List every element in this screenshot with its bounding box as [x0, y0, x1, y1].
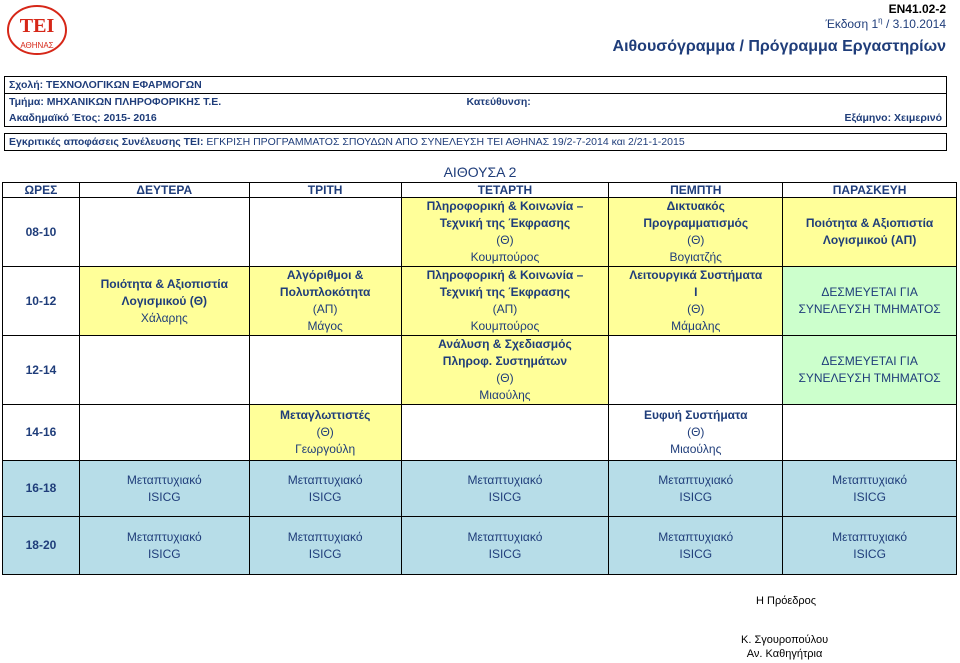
reserved-text: ΣΥΝΕΛΕΥΣΗ ΤΜΗΜΑΤΟΣ	[798, 302, 941, 316]
reserved-text: ΔΕΣΜΕΥΕΤΑΙ ΓΙΑ	[821, 354, 918, 368]
department-text: Τμήμα: ΜΗΧΑΝΙΚΩΝ ΠΛΗΡΟΦΟΡΙΚΗΣ Τ.Ε.	[9, 96, 222, 108]
empty-cell	[401, 405, 609, 461]
course-title: Αλγόριθμοι &	[286, 268, 364, 282]
edition-sup: η	[878, 16, 883, 25]
col-header-wednesday: ΤΕΤΑΡΤΗ	[401, 183, 609, 198]
course-title: Δικτυακός	[666, 199, 725, 213]
signature-title: Αν. Καθηγήτρια	[746, 648, 823, 660]
room-title: ΑΙΘΟΥΣΑ 2	[443, 164, 517, 180]
course-type: (Θ)	[687, 233, 705, 247]
course-cell	[783, 198, 957, 267]
logo-top-text: ΤΕΙ	[19, 15, 55, 37]
grad-program: ISICG	[853, 489, 886, 504]
empty-cell	[79, 405, 249, 461]
table-row	[3, 517, 957, 575]
course-cell	[249, 267, 401, 336]
grad-cell	[401, 517, 609, 575]
grad-label: Μεταπτυχιακό	[287, 472, 363, 487]
grad-program: ISICG	[308, 489, 342, 504]
course-title: Μεταγλωττιστές	[279, 408, 371, 422]
signature-role: Η Πρόεδρος	[756, 595, 817, 607]
grad-label: Μεταπτυχιακό	[467, 472, 543, 487]
edition-suffix: / 3.10.2014	[882, 17, 946, 31]
course-title: Ανάλυση & Σχεδιασμός	[438, 337, 572, 351]
course-title: Λογισμικού (ΑΠ)	[822, 233, 917, 247]
course-type: (ΑΠ)	[492, 302, 518, 316]
grad-program: ISICG	[147, 546, 181, 561]
year-field: Ακαδημαϊκό Έτος: 2015- 2016	[5, 110, 566, 127]
col-header-hours: ΩΡΕΣ	[3, 183, 80, 198]
grad-label: Μεταπτυχιακό	[126, 529, 202, 544]
course-cell	[609, 405, 783, 461]
grad-label: Μεταπτυχιακό	[287, 529, 363, 544]
course-instructor: Γεωργούλη	[295, 442, 356, 456]
grad-cell	[609, 461, 783, 517]
edition-prefix: Έκδοση 1	[825, 17, 879, 31]
time-slot: 10-12	[3, 267, 80, 336]
course-type: (Θ)	[496, 371, 514, 385]
header-info-table	[4, 76, 947, 151]
course-cell	[249, 405, 401, 461]
course-type: (ΑΠ)	[312, 302, 338, 316]
semester-field: Εξάμηνο: Χειμερινό	[566, 110, 947, 127]
table-row	[3, 336, 957, 405]
course-type: (Θ)	[496, 233, 514, 247]
grad-program: ISICG	[679, 489, 713, 504]
course-title: Ποιότητα & Αξιοπιστία	[100, 276, 229, 291]
grad-program: ISICG	[147, 489, 181, 504]
time-slot: 18-20	[3, 517, 80, 575]
course-title: Ι	[694, 285, 698, 299]
col-header-friday: ΠΑΡΑΣΚΕΥΗ	[783, 183, 957, 198]
decisions-label: Εγκριτικές αποφάσεις Συνέλευσης ΤΕΙ:	[9, 136, 204, 148]
table-row	[3, 198, 957, 267]
course-instructor: Βογιατζής	[669, 250, 722, 264]
schedule-table	[2, 182, 957, 575]
col-header-tuesday: ΤΡΙΤΗ	[249, 183, 401, 198]
course-title: Ευφυή Συστήματα	[644, 408, 748, 422]
grad-label: Μεταπτυχιακό	[658, 472, 734, 487]
course-title: Πληροφορική & Κοινωνία –	[426, 199, 584, 213]
course-title: Τεχνική της Έκφρασης	[439, 216, 571, 230]
course-title: Λειτουργικά Συστήματα	[629, 268, 763, 282]
grad-cell	[79, 461, 249, 517]
empty-cell	[79, 198, 249, 267]
document-title: Αιθουσόγραμμα / Πρόγραμμα Εργαστηρίων	[612, 38, 946, 55]
decisions-text: ΕΓΚΡΙΣΗ ΠΡΟΓΡΑΜΜΑΤΟΣ ΣΠΟΥΔΩΝ ΑΠΟ ΣΥΝΕΛΕΥΣΗ ΤΕΙ ΑΘΗΝΑΣ 19/2-7-2014 και 2/21-1-2015	[203, 136, 685, 148]
time-slot: 14-16	[3, 405, 80, 461]
grad-cell	[783, 461, 957, 517]
signature-block	[741, 633, 828, 661]
empty-cell	[783, 405, 957, 461]
empty-cell	[249, 198, 401, 267]
course-instructor: Χάλαρης	[140, 310, 188, 325]
time-slot: 08-10	[3, 198, 80, 267]
document-code: ΕΝ41.02-2	[888, 2, 946, 16]
course-title: Πληροφορική & Κοινωνία –	[426, 268, 584, 282]
course-title: Λογισμικού (Θ)	[121, 293, 208, 308]
tei-athens-logo	[6, 4, 68, 56]
course-type: (Θ)	[316, 425, 334, 439]
grad-program: ISICG	[679, 546, 713, 561]
course-title: Τεχνική της Έκφρασης	[439, 285, 571, 299]
grad-cell	[79, 517, 249, 575]
grad-cell	[249, 461, 401, 517]
grad-label: Μεταπτυχιακό	[467, 529, 543, 544]
school-field: Σχολή: ΤΕΧΝΟΛΟΓΙΚΩΝ ΕΦΑΡΜΟΓΩΝ	[5, 77, 947, 94]
course-cell	[609, 267, 783, 336]
grad-cell	[783, 517, 957, 575]
department-field	[5, 94, 947, 111]
course-instructor: Μιαούλης	[670, 442, 722, 456]
grad-label: Μεταπτυχιακό	[658, 529, 734, 544]
grad-program: ISICG	[308, 546, 342, 561]
course-cell	[609, 198, 783, 267]
reserved-cell	[783, 267, 957, 336]
schedule-header-row	[3, 183, 957, 198]
grad-program: ISICG	[853, 546, 886, 561]
course-type: (Θ)	[687, 302, 705, 316]
edition-line	[825, 16, 946, 31]
direction-label: Κατεύθυνση:	[466, 96, 531, 108]
reserved-cell	[783, 336, 957, 405]
course-cell	[401, 267, 609, 336]
grad-label: Μεταπτυχιακό	[126, 472, 202, 487]
course-cell	[401, 198, 609, 267]
decisions-field	[5, 134, 947, 151]
table-row	[3, 267, 957, 336]
grad-label: Μεταπτυχιακό	[832, 529, 908, 544]
time-slot: 16-18	[3, 461, 80, 517]
col-header-thursday: ΠΕΜΠΤΗ	[609, 183, 783, 198]
grad-cell	[249, 517, 401, 575]
signature-name: Κ. Σγουροπούλου	[741, 634, 829, 646]
reserved-text: ΣΥΝΕΛΕΥΣΗ ΤΜΗΜΑΤΟΣ	[798, 371, 941, 385]
course-title: Ποιότητα & Αξιοπιστία	[805, 216, 934, 230]
logo-bottom-text: ΑΘΗΝΑΣ	[20, 41, 54, 50]
header-spacer	[5, 127, 947, 134]
course-cell	[79, 267, 249, 336]
course-instructor: Μάμαλης	[671, 319, 721, 333]
grad-program: ISICG	[488, 489, 522, 504]
course-instructor: Μιαούλης	[479, 388, 531, 402]
table-row	[3, 461, 957, 517]
empty-cell	[79, 336, 249, 405]
table-row	[3, 405, 957, 461]
course-instructor: Μάγος	[307, 319, 343, 333]
empty-cell	[249, 336, 401, 405]
course-instructor: Κουμπούρος	[470, 250, 540, 264]
col-header-monday: ΔΕΥΤΕΡΑ	[79, 183, 249, 198]
reserved-text: ΔΕΣΜΕΥΕΤΑΙ ΓΙΑ	[821, 285, 918, 299]
course-title: Πληροφ. Συστημάτων	[442, 354, 568, 368]
course-type: (Θ)	[687, 425, 705, 439]
grad-cell	[609, 517, 783, 575]
course-title: Πολυπλοκότητα	[279, 285, 371, 299]
grad-cell	[401, 461, 609, 517]
empty-cell	[609, 336, 783, 405]
course-title: Προγραμματισμός	[643, 216, 749, 230]
grad-label: Μεταπτυχιακό	[832, 472, 908, 487]
time-slot: 12-14	[3, 336, 80, 405]
course-cell	[401, 336, 609, 405]
course-instructor: Κουμπούρος	[470, 319, 540, 333]
grad-program: ISICG	[488, 546, 522, 561]
